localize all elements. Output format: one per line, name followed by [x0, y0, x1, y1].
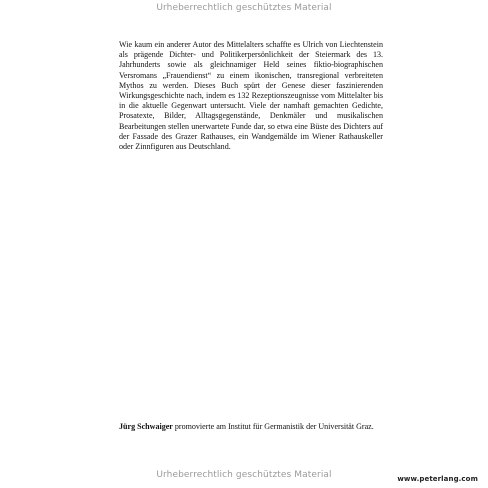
copyright-watermark-top: Urheberrechtlich geschütztes Material — [156, 3, 332, 13]
book-description: Wie kaum ein anderer Autor des Mittelalters schaffte es Ulrich von Liechtenstein als prägende Dichter- und Politikerpersönlichkeit der Steiermark des 13. Jahrhunderts sowie als gleichnamiger Held seines fiktio-biographischen Versromans „Frauendienst“ zu einem ikonischen, transregional verbreiteten Mythos zu werden. Dieses Buch spürt der Genese dieser faszinierenden Wirkungsgeschichte nach, indem es 132 Rezeptionszeugnisse vom Mittelalter bis in die aktuelle Gegenwart untersucht. Viele der namhaft gemachten Gedichte, Prosatexte, Bilder, Alltagsgegenstände, Denkmäler und musikalischen Bearbeitungen stellen unerwartete Funde dar, so etwa eine Büste des Dichters auf der Fassade des Grazer Rathauses, ein Wandgemälde im Wiener Rathauskeller oder Zinnfiguren aus Deutschland. — [119, 40, 383, 152]
author-bio: promovierte am Institut für Germanistik der Universität Graz. — [172, 422, 374, 431]
publisher-url: www.peterlang.com — [397, 475, 478, 483]
author-name: Jürg Schwaiger — [119, 422, 173, 431]
copyright-watermark-bottom: Urheberrechtlich geschütztes Material — [156, 470, 332, 480]
author-note — [119, 422, 419, 432]
